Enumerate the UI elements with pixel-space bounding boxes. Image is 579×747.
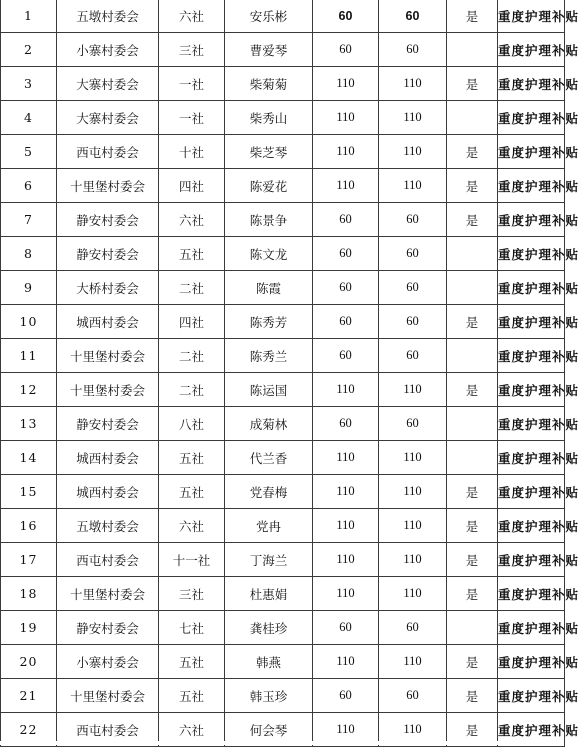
cell-group: 五社 — [159, 237, 225, 271]
cell-flag: 是 — [447, 543, 498, 577]
cell-name: 丁海兰 — [225, 543, 313, 577]
table-row — [1, 203, 565, 237]
cell-flag: 是 — [447, 713, 498, 747]
cell-flag: 是 — [447, 373, 498, 407]
cell-village: 五墩村委会 — [57, 509, 159, 543]
cell-amount-standard: 110 — [313, 441, 379, 475]
table-row — [1, 407, 565, 441]
table-row — [1, 679, 565, 713]
cell-amount-standard: 60 — [313, 305, 379, 339]
cell-village: 静安村委会 — [57, 407, 159, 441]
cell-village: 十里堡村委会 — [57, 577, 159, 611]
cell-subsidy-type: 重度护理补贴 — [498, 203, 565, 237]
cell-amount-standard: 110 — [313, 509, 379, 543]
cell-flag: 是 — [447, 475, 498, 509]
cell-subsidy-type: 重度护理补贴 — [498, 271, 565, 305]
cell-name: 陈运国 — [225, 373, 313, 407]
cell-amount-standard: 60 — [313, 33, 379, 67]
table-row — [1, 169, 565, 203]
cell-amount-paid: 110 — [379, 135, 447, 169]
cell-village: 十里堡村委会 — [57, 373, 159, 407]
cell-group: 四社 — [159, 305, 225, 339]
table-row — [1, 509, 565, 543]
cell-amount-standard: 60 — [313, 271, 379, 305]
cell-amount-standard: 110 — [313, 373, 379, 407]
cell-amount-paid: 110 — [379, 169, 447, 203]
cell-amount-paid: 110 — [379, 441, 447, 475]
cell-amount-standard: 60 — [313, 203, 379, 237]
cell-group: 二社 — [159, 339, 225, 373]
cell-seq-no: 1 — [1, 0, 57, 33]
table-row — [1, 645, 565, 679]
cell-village: 西屯村委会 — [57, 135, 159, 169]
table-row — [1, 271, 565, 305]
cell-seq-no: 21 — [1, 679, 57, 713]
cell-flag: 是 — [447, 135, 498, 169]
cell-subsidy-type: 重度护理补贴 — [498, 339, 565, 373]
cell-amount-standard: 110 — [313, 577, 379, 611]
cell-amount-paid: 60 — [379, 203, 447, 237]
cell-amount-paid: 60 — [379, 271, 447, 305]
cell-name: 陈秀兰 — [225, 339, 313, 373]
cell-amount-paid: 60 — [379, 0, 447, 33]
cell-flag: 是 — [447, 67, 498, 101]
cell-amount-standard: 60 — [313, 679, 379, 713]
cell-amount-paid: 110 — [379, 373, 447, 407]
cell-seq-no: 18 — [1, 577, 57, 611]
cell-village: 西屯村委会 — [57, 713, 159, 747]
cell-amount-standard: 60 — [313, 339, 379, 373]
table-row — [1, 339, 565, 373]
cell-amount-standard: 110 — [313, 135, 379, 169]
cell-name: 安乐彬 — [225, 0, 313, 33]
cell-seq-no: 9 — [1, 271, 57, 305]
cell-name: 杜惠娟 — [225, 577, 313, 611]
table-row — [1, 0, 565, 33]
cell-subsidy-type: 重度护理补贴 — [498, 101, 565, 135]
table-row — [1, 611, 565, 645]
cell-amount-paid: 110 — [379, 509, 447, 543]
cell-name: 成菊林 — [225, 407, 313, 441]
cell-flag: 是 — [447, 679, 498, 713]
cell-group: 一社 — [159, 101, 225, 135]
cell-amount-paid: 60 — [379, 237, 447, 271]
cell-flag: 是 — [447, 577, 498, 611]
cell-seq-no: 16 — [1, 509, 57, 543]
cell-amount-paid: 60 — [379, 33, 447, 67]
table-row — [1, 237, 565, 271]
cell-subsidy-type: 重度护理补贴 — [498, 373, 565, 407]
cell-seq-no: 17 — [1, 543, 57, 577]
cell-group: 五社 — [159, 441, 225, 475]
cell-seq-no: 11 — [1, 339, 57, 373]
cell-subsidy-type: 重度护理补贴 — [498, 33, 565, 67]
cell-seq-no: 22 — [1, 713, 57, 747]
cell-group: 十一社 — [159, 543, 225, 577]
cell-amount-standard: 60 — [313, 237, 379, 271]
cell-subsidy-type: 重度护理补贴 — [498, 577, 565, 611]
cell-group: 四社 — [159, 169, 225, 203]
table-row — [1, 577, 565, 611]
cell-group: 二社 — [159, 271, 225, 305]
cell-seq-no: 8 — [1, 237, 57, 271]
table-row — [1, 101, 565, 135]
cell-village: 五墩村委会 — [57, 0, 159, 33]
cell-amount-paid: 110 — [379, 543, 447, 577]
cell-seq-no: 5 — [1, 135, 57, 169]
cell-group: 三社 — [159, 577, 225, 611]
cell-subsidy-type: 重度护理补贴 — [498, 67, 565, 101]
cell-amount-paid: 110 — [379, 101, 447, 135]
cell-village: 大寨村委会 — [57, 67, 159, 101]
cell-amount-paid: 60 — [379, 679, 447, 713]
cell-flag — [447, 339, 498, 373]
cell-group: 六社 — [159, 203, 225, 237]
cell-village: 小寨村委会 — [57, 645, 159, 679]
cell-village: 城西村委会 — [57, 305, 159, 339]
cell-amount-standard: 60 — [313, 0, 379, 33]
cell-group: 一社 — [159, 67, 225, 101]
cell-subsidy-type: 重度护理补贴 — [498, 543, 565, 577]
cell-flag — [447, 271, 498, 305]
cell-name: 何会琴 — [225, 713, 313, 747]
cell-amount-paid: 110 — [379, 713, 447, 747]
cell-name: 党春梅 — [225, 475, 313, 509]
cell-seq-no: 2 — [1, 33, 57, 67]
cell-group: 三社 — [159, 33, 225, 67]
cell-name: 柴芝琴 — [225, 135, 313, 169]
cell-subsidy-type: 重度护理补贴 — [498, 713, 565, 747]
cell-amount-standard: 60 — [313, 407, 379, 441]
table-row — [1, 543, 565, 577]
cell-subsidy-type: 重度护理补贴 — [498, 407, 565, 441]
cell-amount-standard: 110 — [313, 169, 379, 203]
cell-subsidy-type: 重度护理补贴 — [498, 305, 565, 339]
cell-group: 十社 — [159, 135, 225, 169]
cell-village: 十里堡村委会 — [57, 169, 159, 203]
cell-flag: 是 — [447, 509, 498, 543]
cell-name: 代兰香 — [225, 441, 313, 475]
cell-name: 陈景争 — [225, 203, 313, 237]
cell-seq-no: 13 — [1, 407, 57, 441]
cell-village: 静安村委会 — [57, 237, 159, 271]
page-edge — [0, 741, 564, 745]
cell-flag — [447, 33, 498, 67]
cell-name: 党冉 — [225, 509, 313, 543]
cell-name: 龚桂珍 — [225, 611, 313, 645]
cell-seq-no: 15 — [1, 475, 57, 509]
cell-seq-no: 14 — [1, 441, 57, 475]
cell-village: 大寨村委会 — [57, 101, 159, 135]
table-row — [1, 305, 565, 339]
cell-village: 静安村委会 — [57, 203, 159, 237]
table-row — [1, 373, 565, 407]
cell-amount-paid: 110 — [379, 475, 447, 509]
cell-amount-paid: 60 — [379, 407, 447, 441]
table-row — [1, 441, 565, 475]
cell-name: 陈爱花 — [225, 169, 313, 203]
cell-name: 柴菊菊 — [225, 67, 313, 101]
cell-amount-standard: 110 — [313, 101, 379, 135]
cell-village: 西屯村委会 — [57, 543, 159, 577]
cell-seq-no: 12 — [1, 373, 57, 407]
cell-name: 陈霞 — [225, 271, 313, 305]
cell-seq-no: 19 — [1, 611, 57, 645]
cell-village: 城西村委会 — [57, 475, 159, 509]
cell-village: 城西村委会 — [57, 441, 159, 475]
cell-amount-paid: 60 — [379, 305, 447, 339]
cell-subsidy-type: 重度护理补贴 — [498, 169, 565, 203]
cell-seq-no: 4 — [1, 101, 57, 135]
cell-subsidy-type: 重度护理补贴 — [498, 611, 565, 645]
cell-seq-no: 20 — [1, 645, 57, 679]
table-row — [1, 33, 565, 67]
cell-name: 韩燕 — [225, 645, 313, 679]
cell-flag: 是 — [447, 169, 498, 203]
cell-seq-no: 6 — [1, 169, 57, 203]
cell-group: 六社 — [159, 509, 225, 543]
cell-subsidy-type: 重度护理补贴 — [498, 135, 565, 169]
cell-amount-paid: 60 — [379, 339, 447, 373]
cell-village: 十里堡村委会 — [57, 679, 159, 713]
cell-subsidy-type: 重度护理补贴 — [498, 441, 565, 475]
cell-village: 大桥村委会 — [57, 271, 159, 305]
cell-seq-no: 7 — [1, 203, 57, 237]
cell-flag — [447, 237, 498, 271]
cell-flag: 是 — [447, 305, 498, 339]
cell-name: 柴秀山 — [225, 101, 313, 135]
cell-group: 七社 — [159, 611, 225, 645]
cell-flag: 是 — [447, 203, 498, 237]
cell-amount-paid: 60 — [379, 611, 447, 645]
cell-amount-standard: 110 — [313, 645, 379, 679]
cell-flag — [447, 441, 498, 475]
cell-flag — [447, 611, 498, 645]
cell-amount-standard: 60 — [313, 611, 379, 645]
cell-amount-paid: 110 — [379, 577, 447, 611]
cell-flag — [447, 101, 498, 135]
cell-flag: 是 — [447, 0, 498, 33]
cell-amount-paid: 110 — [379, 67, 447, 101]
cell-seq-no: 3 — [1, 67, 57, 101]
table-row — [1, 475, 565, 509]
cell-village: 小寨村委会 — [57, 33, 159, 67]
cell-name: 陈文龙 — [225, 237, 313, 271]
table-row — [1, 67, 565, 101]
cell-group: 二社 — [159, 373, 225, 407]
cell-subsidy-type: 重度护理补贴 — [498, 645, 565, 679]
cell-flag — [447, 407, 498, 441]
cell-amount-standard: 110 — [313, 67, 379, 101]
cell-subsidy-type: 重度护理补贴 — [498, 0, 565, 33]
cell-amount-paid: 110 — [379, 645, 447, 679]
cell-name: 曹爱琴 — [225, 33, 313, 67]
cell-name: 陈秀芳 — [225, 305, 313, 339]
cell-group: 六社 — [159, 0, 225, 33]
cell-amount-standard: 110 — [313, 713, 379, 747]
cell-seq-no: 10 — [1, 305, 57, 339]
table-row — [1, 135, 565, 169]
cell-flag: 是 — [447, 645, 498, 679]
cell-subsidy-type: 重度护理补贴 — [498, 509, 565, 543]
cell-subsidy-type: 重度护理补贴 — [498, 237, 565, 271]
cell-amount-standard: 110 — [313, 543, 379, 577]
cell-group: 六社 — [159, 713, 225, 747]
cell-group: 五社 — [159, 645, 225, 679]
cell-amount-standard: 110 — [313, 475, 379, 509]
cell-name: 韩玉珍 — [225, 679, 313, 713]
cell-group: 八社 — [159, 407, 225, 441]
table-body — [1, 0, 579, 747]
cell-subsidy-type: 重度护理补贴 — [498, 475, 565, 509]
cell-group: 五社 — [159, 679, 225, 713]
cell-village: 静安村委会 — [57, 611, 159, 645]
cell-village: 十里堡村委会 — [57, 339, 159, 373]
cell-group: 五社 — [159, 475, 225, 509]
cell-subsidy-type: 重度护理补贴 — [498, 679, 565, 713]
